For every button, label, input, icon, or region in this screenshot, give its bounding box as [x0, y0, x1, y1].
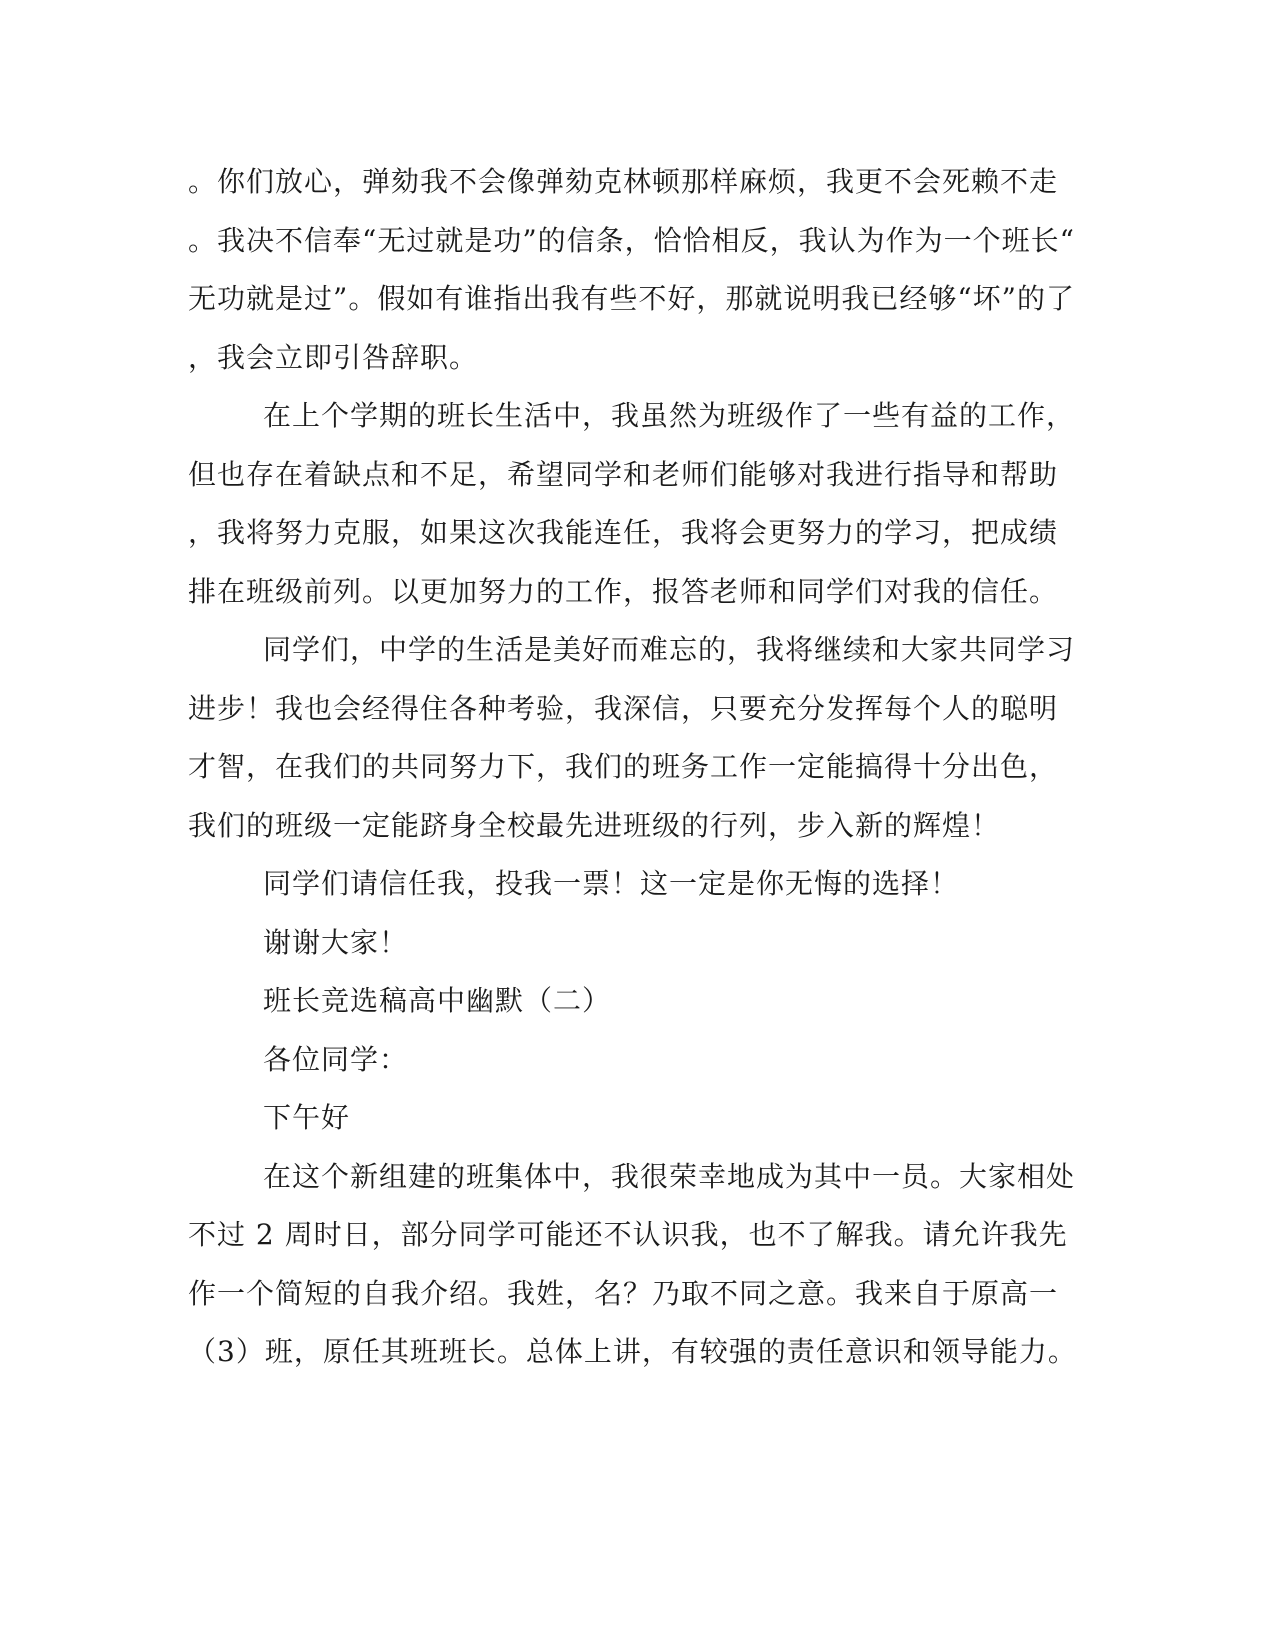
text-line: 在这个新组建的班集体中，我很荣幸地成为其中一员。大家相处 — [263, 1160, 1076, 1193]
text-line: 。你们放心，弹劾我不会像弹劾克林顿那样麻烦，我更不会死赖不走 — [188, 165, 1059, 198]
greeting: 下午好 — [263, 1101, 351, 1134]
text-line: 排在班级前列。以更加努力的工作，报答老师和同学们对我的信任。 — [188, 575, 1059, 608]
text-line: 。我决不信奉“无过就是功”的信条，恰恰相反，我认为作为一个班长“ — [188, 224, 1075, 257]
salutation: 各位同学： — [263, 1043, 409, 1076]
text-line: 我们的班级一定能跻身全校最先进班级的行列，步入新的辉煌！ — [188, 809, 1001, 842]
text-line: 同学们，中学的生活是美好而难忘的，我将继续和大家共同学习 — [263, 633, 1076, 666]
text-line: ，我会立即引咎辞职。 — [188, 341, 479, 374]
text-line: ，我将努力克服，如果这次我能连任，我将会更努力的学习，把成绩 — [188, 516, 1059, 549]
section-heading: 班长竞选稿高中幽默（二） — [263, 984, 612, 1017]
text-line: 才智，在我们的共同努力下，我们的班务工作一定能搞得十分出色， — [188, 750, 1059, 783]
text-line: （3）班，原任其班班长。总体上讲，有较强的责任意识和领导能力。 — [188, 1335, 1077, 1368]
text-line: 无功就是过”。假如有谁指出我有些不好，那就说明我已经够“坏”的了 — [188, 282, 1075, 315]
text-line: 进步！我也会经得住各种考验，我深信，只要充分发挥每个人的聪明 — [188, 692, 1059, 725]
text-line: 在上个学期的班长生活中，我虽然为班级作了一些有益的工作， — [263, 399, 1076, 432]
text-line: 同学们请信任我，投我一票！这一定是你无悔的选择！ — [263, 867, 960, 900]
text-line: 作一个简短的自我介绍。我姓，名？乃取不同之意。我来自于原高一 — [188, 1277, 1059, 1310]
text-line: 谢谢大家！ — [263, 926, 409, 959]
text-line: 但也存在着缺点和不足，希望同学和老师们能够对我进行指导和帮助 — [188, 458, 1059, 491]
text-line: 不过 2 周时日，部分同学可能还不认识我，也不了解我。请允许我先 — [188, 1218, 1068, 1251]
